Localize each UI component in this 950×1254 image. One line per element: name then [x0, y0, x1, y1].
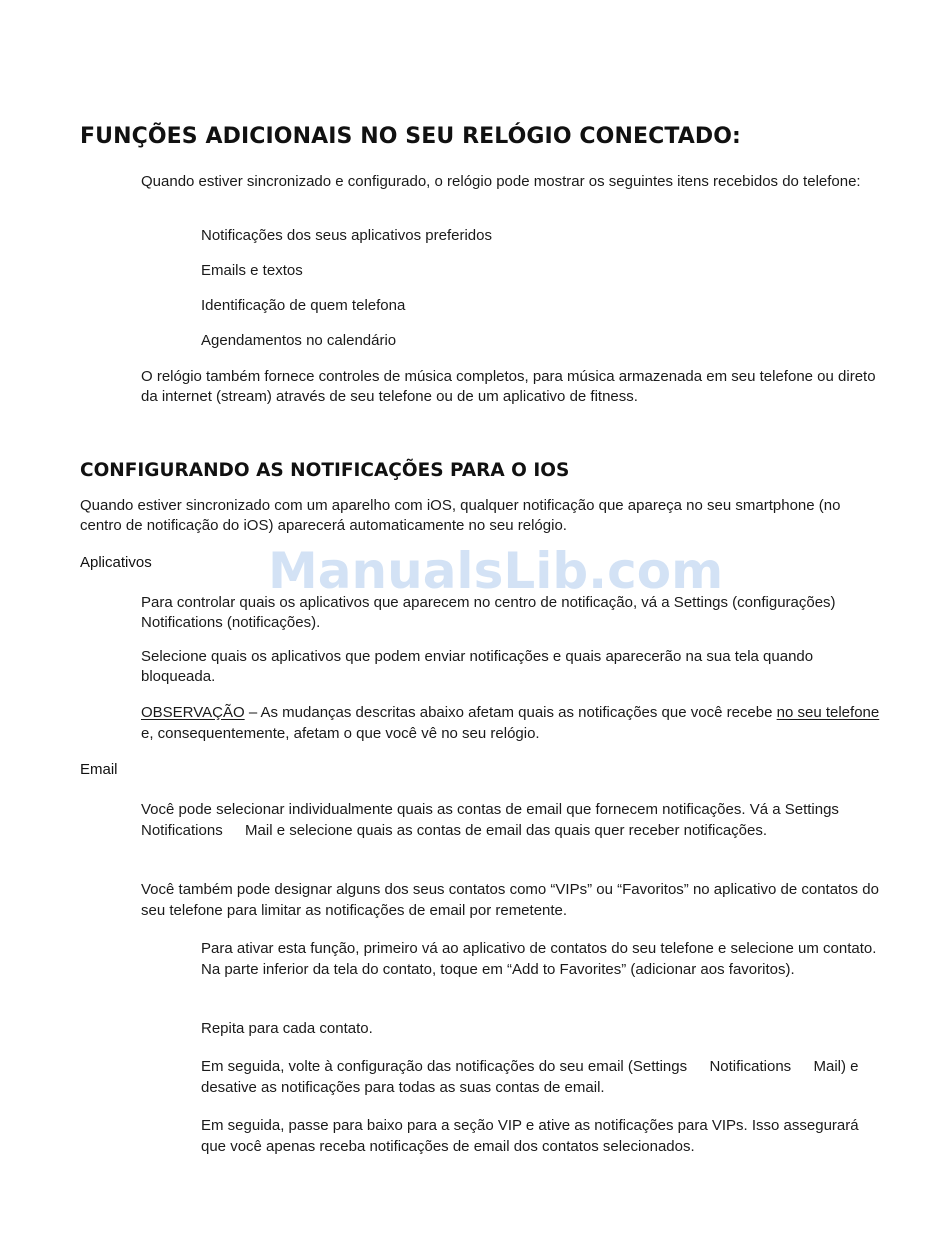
watermark-text: ManualsLib.com: [268, 542, 724, 600]
step-disable-email-notifications: [201, 1056, 881, 1098]
apps-control-paragraph: [141, 593, 881, 633]
observation-note: [141, 702, 881, 744]
subheading-email: Email: [80, 761, 118, 778]
apps-control-text-b: Notifications (notificações).: [141, 614, 321, 631]
step-add-favorites: Para ativar esta função, primeiro vá ao aplicativo de contatos do seu telefone e selecione um contato. Na parte inferior da tela do contato, toque em “Add to Favorites” (adicionar aos favoritos).: [201, 940, 877, 978]
arrow-icon: ›: [231, 822, 237, 839]
step3-text-c: Mail) e desative as notificações para todas as suas contas de email.: [201, 1058, 859, 1096]
section1-intro: Quando estiver sincronizado e configurado, o relógio pode mostrar os seguintes itens recebidos do telefone:: [141, 173, 861, 190]
subheading-apps: Aplicativos: [80, 554, 152, 571]
step3-text-b: Notifications: [709, 1058, 792, 1075]
feature-item-caller-id: Identificação de quem telefona: [201, 297, 406, 314]
section-title-additional-functions: FUNÇÕES ADICIONAIS NO SEU RELÓGIO CONECTADO:: [80, 124, 741, 149]
note-text-a: – As mudanças descritas abaixo afetam quais as notificações que você recebe: [244, 704, 777, 721]
email-accounts-text-a: Você pode selecionar individualmente quais as contas de email que fornecem notificações. Vá a Settings: [141, 801, 839, 818]
arrow-icon: ›: [847, 801, 853, 818]
email-accounts-text-c: Mail e selecione quais as contas de email das quais quer receber notificações.: [245, 822, 768, 839]
email-accounts-paragraph: [141, 799, 881, 841]
ios-intro-paragraph: Quando estiver sincronizado com um aparelho com iOS, qualquer notificação que apareça no seu smartphone (no centro de notificação do iOS) aparecerá automaticamente no seu relógio.: [80, 497, 841, 534]
note-emphasis: no seu telefone: [776, 704, 880, 721]
section-title-ios-notifications: CONFIGURANDO AS NOTIFICAÇÕES PARA O IOS: [80, 460, 570, 481]
vip-favorites-paragraph: Você também pode designar alguns dos seus contatos como “VIPs” ou “Favoritos” no aplicativo de contatos do seu telefone para limitar as notificações de email por remetente.: [141, 881, 879, 919]
arrow-icon: ›: [799, 1058, 805, 1075]
note-text-b: e, consequentemente, afetam o que você vê no seu relógio.: [141, 725, 540, 742]
feature-item-notifications: Notificações dos seus aplicativos preferidos: [201, 227, 492, 244]
feature-item-emails: Emails e textos: [201, 262, 303, 279]
email-accounts-text-b: Notifications: [141, 822, 223, 839]
feature-item-calendar: Agendamentos no calendário: [201, 332, 397, 349]
step-enable-vip: Em seguida, passe para baixo para a seção VIP e ative as notificações para VIPs. Isso assegurará que você apenas receba notificações de email dos contatos selecionados.: [201, 1117, 859, 1155]
apps-control-text-a: Para controlar quais os aplicativos que aparecem no centro de notificação, vá a Settings (configurações): [141, 594, 836, 611]
note-label: OBSERVAÇÃO: [141, 704, 245, 721]
arrow-icon: ›: [844, 594, 850, 611]
music-controls-paragraph: O relógio também fornece controles de música completos, para música armazenada em seu telefone ou direto da internet (stream) através de seu telefone ou de um aplicativo de fitness.: [141, 368, 876, 405]
arrow-icon: ›: [695, 1058, 701, 1075]
step3-text-a: Em seguida, volte à configuração das notificações do seu email (Settings: [201, 1058, 688, 1075]
step-repeat: Repita para cada contato.: [201, 1020, 373, 1037]
apps-select-paragraph: Selecione quais os aplicativos que podem enviar notificações e quais aparecerão na sua tela quando bloqueada.: [141, 648, 814, 685]
